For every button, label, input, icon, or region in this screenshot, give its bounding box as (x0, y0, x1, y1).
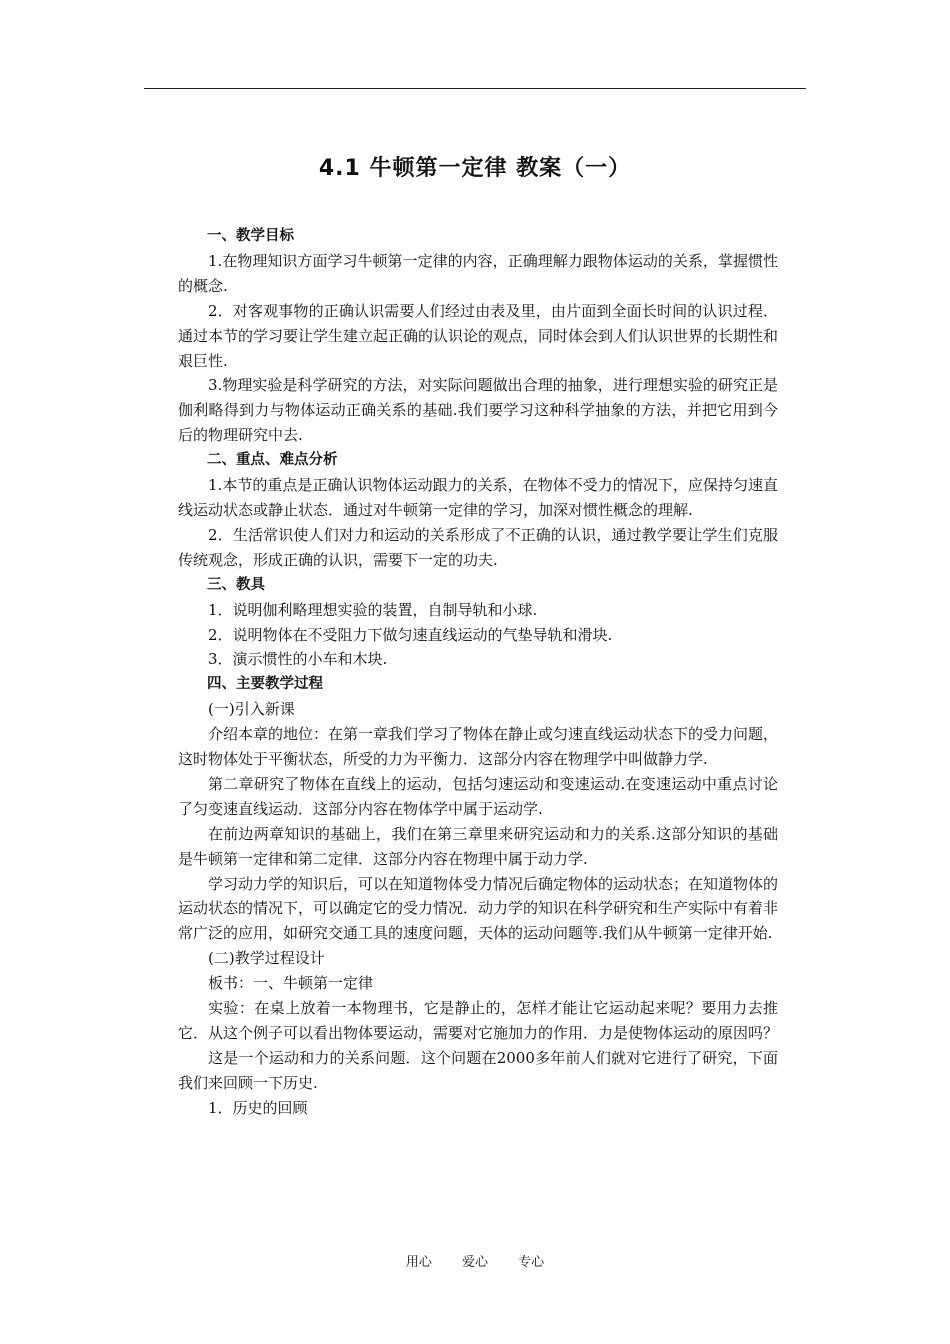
body-paragraph: 2．生活常识使人们对力和运动的关系形成了不正确的认识，通过教学要让学生们克服传统观念，形成正确的认识，需要下一定的功夫. (178, 525, 778, 569)
page-footer (0, 1251, 950, 1270)
section-heading: 三、教具 (207, 576, 265, 593)
footer-item: 用心 (405, 1255, 432, 1270)
footer-item: 专心 (518, 1255, 545, 1270)
body-paragraph: 介绍本章的地位：在第一章我们学习了物体在静止或匀速直线运动状态下的受力问题，这时物体处于平衡状态，所受的力为平衡力．这部分内容在物理学中叫做静力学. (178, 725, 779, 769)
body-paragraph: (一)引入新课 (208, 700, 295, 719)
body-paragraph: 实验：在桌上放着一本物理书，它是静止的，怎样才能让它运动起来呢？要用力去推它．从这个例子可以看出物体要运动，需要对它施加力的作用．力是使物体运动的原因吗？ (178, 999, 779, 1042)
section-heading: 二、重点、难点分析 (207, 452, 338, 469)
body-paragraph: 1．历史的回顾 (208, 1098, 308, 1117)
body-paragraph: 第二章研究了物体在直线上的运动，包括匀速运动和变速运动.在变速运动中重点讨论了匀变速直线运动．这部分内容在物体学中属于运动学. (178, 774, 778, 818)
body-paragraph: 2．对客观事物的正确认识需要人们经过由表及里，由片面到全面长时间的认识过程．通过本节的学习要让学生建立起正确的认识论的观点，同时体会到人们认识世界的长期性和艰巨性. (178, 301, 779, 370)
body-paragraph: 在前边两章知识的基础上，我们在第三章里来研究运动和力的关系.这部分知识的基础是牛顿第一定律和第二定律．这部分内容在物理中属于动力学. (178, 824, 778, 868)
body-paragraph: 1.本节的重点是正确认识物体运动跟力的关系，在物体不受力的情况下，应保持匀速直线运动状态或静止状态．通过对牛顿第一定律的学习，加深对惯性概念的理解. (178, 476, 778, 519)
header-rule (144, 88, 806, 89)
section-heading: 四、主要教学过程 (207, 676, 323, 693)
body-paragraph: 3.物理实验是科学研究的方法，对实际问题做出合理的抽象，进行理想实验的研究正是伽利略得到力与物体运动正确关系的基础.我们要学习这种科学抽象的方法，并把它用到今后的物理研究中去. (178, 376, 778, 445)
body-paragraph: 学习动力学的知识后，可以在知道物体受力情况后确定物体的运动状态；在知道物体的运动状态的情况下，可以确定它的受力情况．动力学的知识在科学研究和生产实际中有着非常广泛的应用，如研究交通工具的速度问题，天体的运动问题等.我们从牛顿第一定律开始. (178, 874, 779, 943)
body-paragraph: 板书：一、牛顿第一定律 (208, 974, 374, 993)
body-paragraph: 这是一个运动和力的关系问题．这个问题在2000多年前人们就对它进行了研究，下面我们来回顾一下历史. (178, 1048, 778, 1092)
body-paragraph: (二)教学过程设计 (208, 949, 325, 968)
body-paragraph: 3．演示惯性的小车和木块. (208, 650, 388, 669)
section-heading: 一、教学目标 (207, 228, 294, 244)
document-body (178, 224, 778, 1121)
body-paragraph: 1.在物理知识方面学习牛顿第一定律的内容，正确理解力跟物体运动的关系，掌握惯性的概念. (178, 251, 778, 295)
body-paragraph: 1．说明伽利略理想实验的装置，自制导轨和小球. (208, 600, 538, 619)
body-paragraph: 2．说明物体在不受阻力下做匀速直线运动的气垫导轨和滑块. (208, 625, 613, 644)
footer-item: 爱心 (461, 1255, 488, 1270)
document-title: 4.1 牛顿第一定律 教案（一） (318, 156, 632, 181)
